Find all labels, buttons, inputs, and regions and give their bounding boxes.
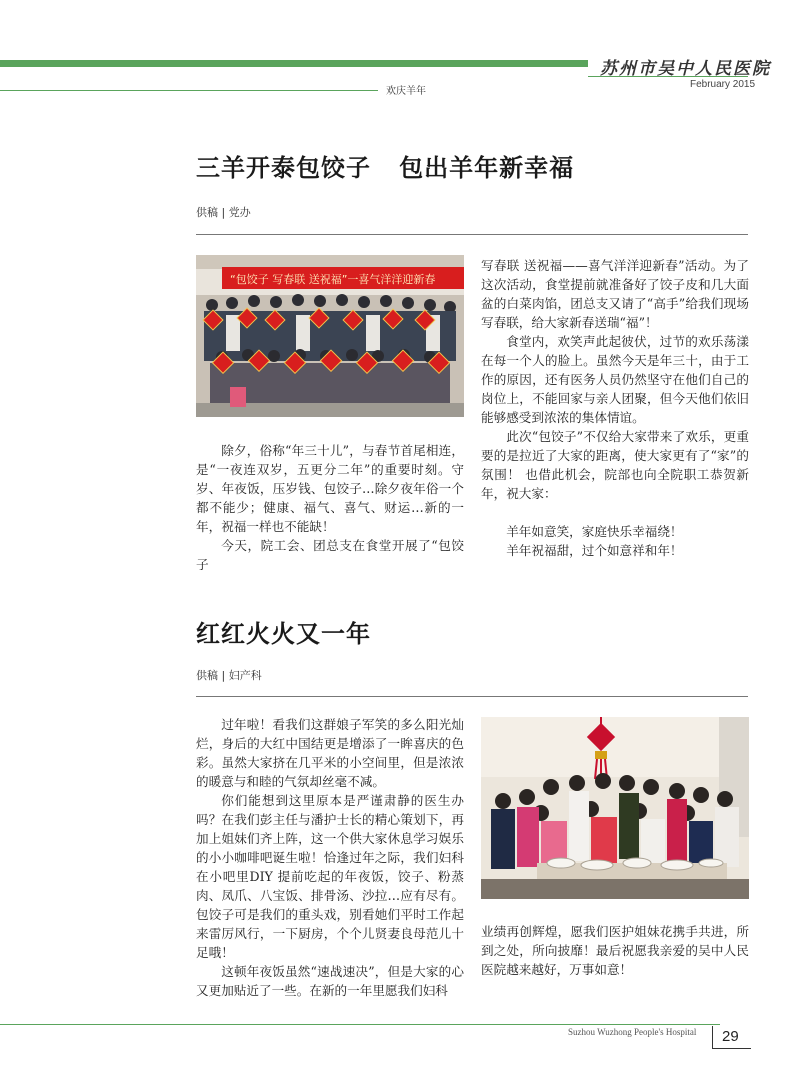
header-rule-thin bbox=[0, 90, 378, 91]
blessing-line-2: 羊年祝福甜，过个如意祥和年！ bbox=[506, 543, 683, 558]
article-2-paragraph-3: 这顿年夜饭虽然“速战速决”，但是大家的心又更加贴近了一些。在新的一年里愿我们妇科 bbox=[196, 964, 464, 998]
article-1-paragraph-1: 除夕，俗称“年三十儿”，与春节首尾相连，是“一夜连双岁，五更分二年”的重要时刻。守岁、年夜饭，压岁钱、包饺子…除夕夜年俗一个都不能少；健康、福气、喜气、财运…新的一年，祝福一样也不能缺！ bbox=[196, 443, 464, 534]
hospital-name: 苏州市吴中人民医院 bbox=[600, 59, 771, 79]
article-2-photo bbox=[481, 717, 749, 899]
article-2-title: 红红火火又一年 bbox=[196, 620, 371, 648]
article-2-left-column bbox=[196, 715, 464, 1000]
article-2-paragraph-1: 过年啦！看我们这群娘子军笑的多么阳光灿烂，身后的大红中国结更是增添了一眸喜庆的色彩。虽然大家挤在几平米的小空间里，但是浓浓的暖意与和睦的气氛却丝毫不减。 bbox=[196, 717, 464, 789]
footer-hospital-name: Suzhou Wuzhong People's Hospital bbox=[568, 1027, 697, 1037]
article-2-right-column bbox=[481, 922, 749, 979]
section-name: 欢庆羊年 bbox=[386, 86, 426, 97]
article-1-paragraph-4: 此次“包饺子”不仅给大家带来了欢乐，更重要的是拉近了大家的距离，使大家更有了“家”的氛围！ 也借此机会，院部也向全院职工恭贺新年，祝大家： bbox=[481, 429, 749, 501]
blessing-line-1: 羊年如意笑，家庭快乐幸福绕！ bbox=[506, 524, 683, 539]
article-1-continued-text: 写春联 送祝福——喜气洋洋迎新春”活动。为了这次活动，食堂提前就准备好了饺子皮和几大面盆的白菜肉馅，团总支又请了“高手”给我们现场写春联，给大家新春送瑞“福”！ bbox=[481, 258, 749, 330]
article-1-rule bbox=[196, 234, 748, 235]
article-1-paragraph-3: 食堂内，欢笑声此起彼伏，过节的欢乐荡漾在每一个人的脸上。虽然今天是年三十，由于工作的原因，还有医务人员仍然坚守在他们自己的岗位上，不能回家与亲人团聚，但今天他们依旧能够感受到浓浓的集体情谊。 bbox=[481, 334, 749, 425]
article-2-paragraph-2: 你们能想到这里原本是严谨肃静的医生办吗？在我们彭主任与潘护士长的精心策划下，再加上姐妹们齐上阵，这一个供大家休息学习娱乐的小小咖啡吧诞生啦！恰逢过年之际，我们妇科在小吧里DIY 提前吃起的年夜饭，饺子、粉蒸肉、凤爪、八宝饭、排骨汤、沙拉…应有尽有。包饺子可是我们的重头戏，别看她们平时工作起来雷厉风行，一下厨房，个个儿贤妻良母范儿十足哦！ bbox=[196, 793, 464, 960]
header-rule-thick bbox=[0, 60, 588, 67]
article-1-photo bbox=[196, 255, 464, 417]
photo-banner-text: “包饺子 写春联 送祝福”一喜气洋洋迎新春 bbox=[230, 273, 436, 286]
group-photo-new-year-dinner bbox=[481, 717, 749, 899]
article-1-title: 三羊开泰包饺子 包出羊年新幸福 bbox=[196, 154, 575, 182]
group-photo-dumplings bbox=[196, 255, 464, 417]
article-1-right-column bbox=[481, 256, 749, 560]
article-1-left-column bbox=[196, 441, 464, 574]
spacer bbox=[481, 503, 749, 522]
article-2-continued-text: 业绩再创辉煌，愿我们医护姐妹花携手共进，所到之处，所向披靡！最后祝愿我亲爱的吴中人民医院越来越好，万事如意！ bbox=[481, 924, 749, 977]
footer-rule bbox=[0, 1024, 720, 1025]
page-number: 29 bbox=[722, 1028, 739, 1045]
article-2-rule bbox=[196, 696, 748, 697]
article-1-byline: 供稿 | 党办 bbox=[196, 206, 251, 219]
article-2-byline: 供稿 | 妇产科 bbox=[196, 669, 262, 682]
article-1-paragraph-2: 今天，院工会、团总支在食堂开展了“包饺子 bbox=[196, 538, 464, 572]
issue-date: February 2015 bbox=[690, 79, 756, 90]
